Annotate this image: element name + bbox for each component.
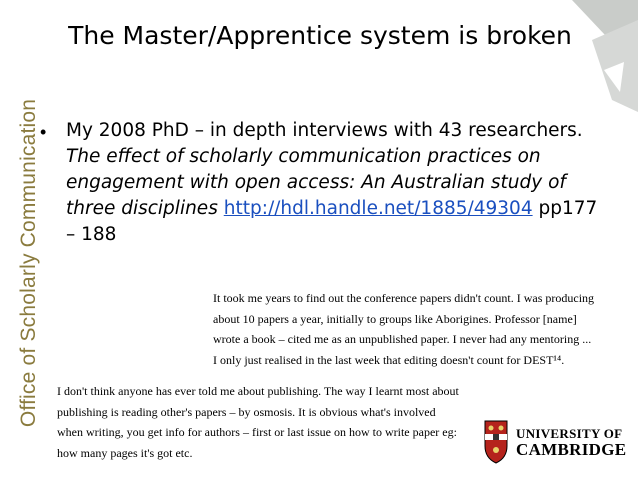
bullet-text (66, 118, 600, 248)
side-label-text: Office of Scholarly Communication (17, 98, 40, 427)
bullet-pages: pp177 – 188 (66, 198, 598, 245)
bullet-citation-title: The effect of scholarly communication practices on engagement with open access: An Australian study of three disciplines (66, 146, 566, 219)
cambridge-wordmark (516, 426, 626, 458)
slide-title: The Master/Apprentice system is broken (68, 21, 572, 50)
logo-line-1: UNIVERSITY OF (516, 426, 623, 441)
cambridge-logo (484, 420, 627, 468)
bullet-dot: • (40, 122, 47, 142)
osc-logo-mark-icon (552, 0, 638, 112)
bullet-lead: My 2008 PhD – in depth interviews with 43 researchers. (66, 120, 583, 141)
cambridge-crest-icon (484, 420, 508, 464)
bullet-item (40, 118, 600, 248)
handle-link[interactable]: http://hdl.handle.net/1885/49304 (223, 198, 533, 219)
logo-line-2: CAMBRIDGE (516, 440, 627, 459)
interview-quote-1: It took me years to find out the conference papers didn't count. I was producing about 10 papers a year, initially to groups like Aborigines. Professor [name] wrote a book – cited me as an unpublished paper. I never had any mentoring ... I only just realised in the last week that editing doesn't count for DEST¹⁴. (213, 291, 595, 367)
interview-quote-2: I don't think anyone has ever told me about publishing. The way I learnt most about publishing is reading other's papers – by osmosis. It is obvious what's involved when writing, you get info for authors – first or last issue on how to write paper eg: how many pages it's got etc. (57, 384, 459, 460)
